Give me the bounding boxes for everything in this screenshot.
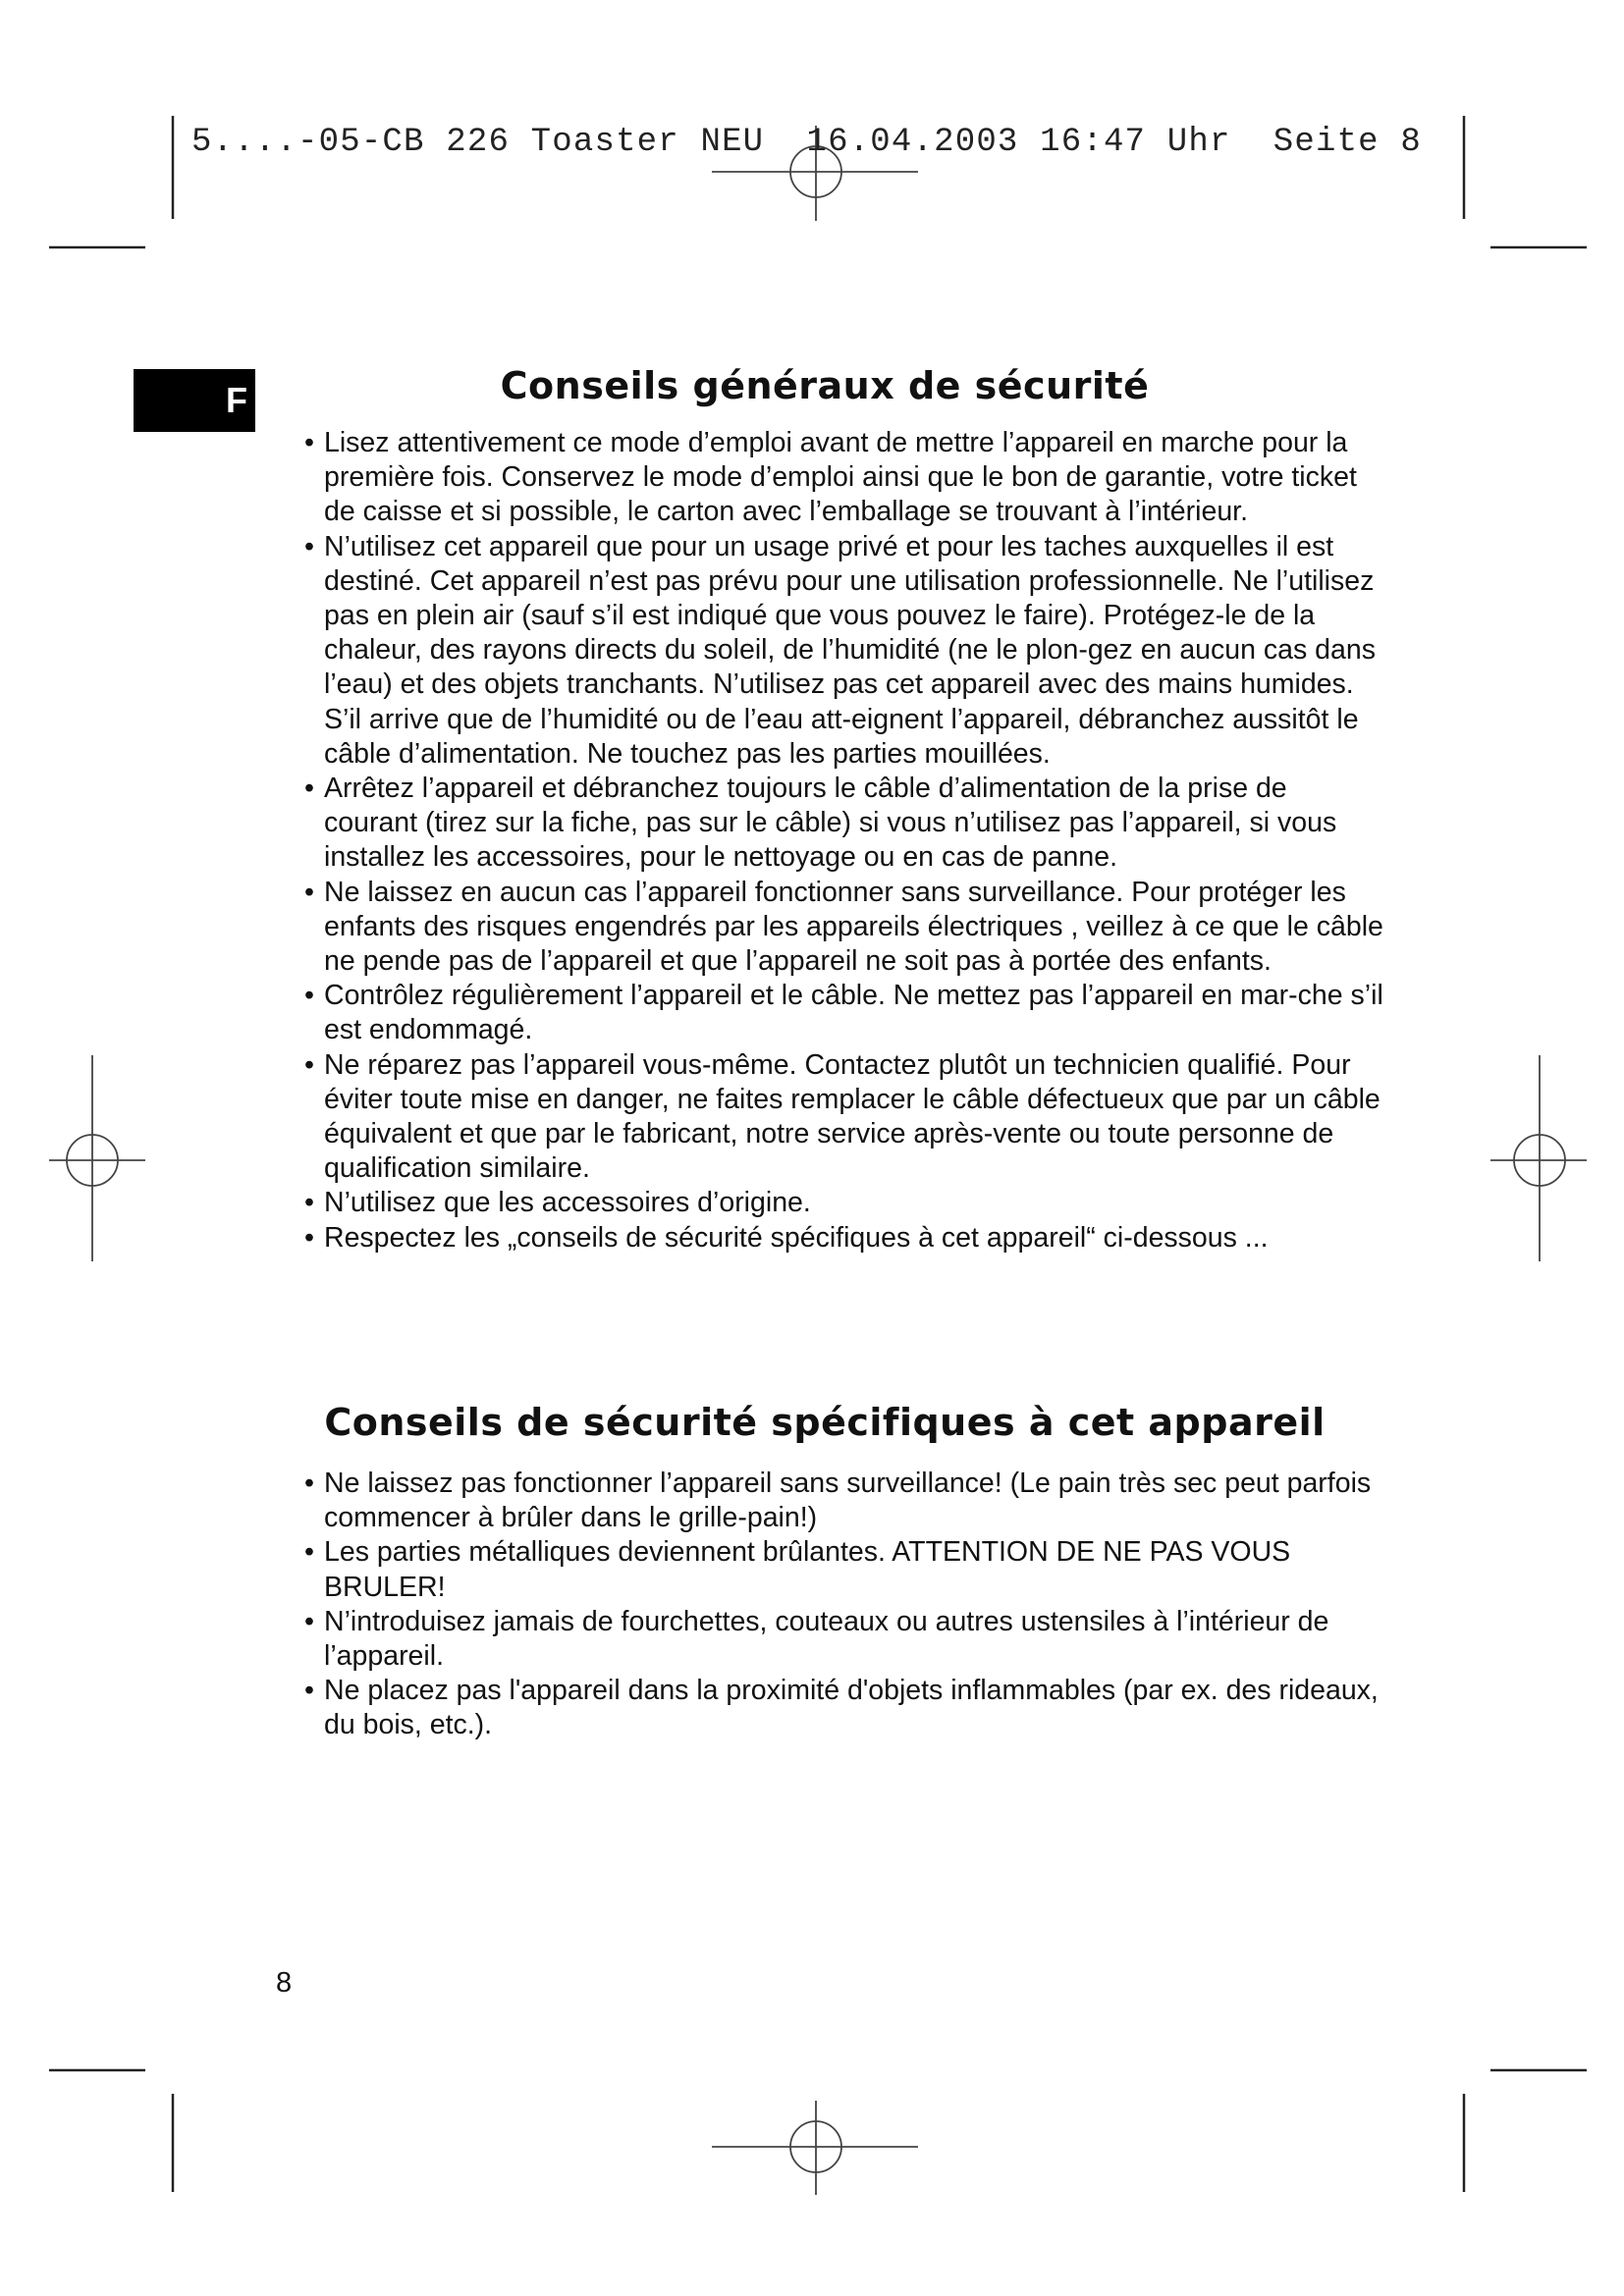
language-tab bbox=[134, 369, 255, 432]
print-slug-line: 5....-05-CB 226 Toaster NEU 16.04.2003 16:47 Uhr Seite 8 bbox=[191, 124, 1422, 161]
list-item: • Ne placez pas l'appareil dans la proximité d'objets inflammables (par ex. des rideaux, du bois, etc.). bbox=[275, 1674, 1384, 1742]
section-heading-general-safety: Conseils généraux de sécurité bbox=[500, 364, 1150, 407]
list-item: • Lisez attentivement ce mode d’emploi avant de mettre l’appareil en marche pour la première fois. Conservez le mode d’emploi ainsi que le bon de garantie, votre ticket de caisse et si possible, le carton avec l’emballage se trouvant à l’intérieur. bbox=[275, 426, 1384, 530]
language-tab-label: F bbox=[226, 380, 247, 420]
list-item: • Les parties métalliques deviennent brûlantes. ATTENTION DE NE PAS VOUS BRULER! bbox=[275, 1535, 1384, 1604]
list-item: • N’utilisez cet appareil que pour un usage privé et pour les taches auxquelles il est destiné. Cet appareil n’est pas prévu pour une utilisation professionnelle. Ne l’utilisez pas en plein air (sauf s’il est indiqué que vous pouvez le faire). Protégez-le de la chaleur, des rayons directs du soleil, de l’humidité (ne le plon-gez en aucun cas dans l’eau) et des objets tranchants. N’utilisez pas cet appareil avec des mains humides. S’il arrive que de l’humidité ou de l’eau att-eignent l’appareil, débranchez aussitôt le câble d’alimentation. Ne touchez pas les parties mouillées. bbox=[275, 530, 1384, 772]
list-item: • Arrêtez l’appareil et débranchez toujours le câble d’alimentation de la prise de courant (tirez sur la fiche, pas sur le câble) si vous n’utilisez pas l’appareil, si vous installez les accessoires, pour le nettoyage ou en cas de panne. bbox=[275, 772, 1384, 876]
list-item: • Ne réparez pas l’appareil vous-même. Contactez plutôt un technicien qualifié. Pour éviter toute mise en danger, ne faites remplacer le câble défectueux que par un câble équivalent et que par le fabricant, notre service après-vente ou toute personne de qualification similaire. bbox=[275, 1048, 1384, 1187]
general-safety-list bbox=[275, 426, 1384, 1255]
registration-target-right bbox=[1490, 1055, 1587, 1261]
registration-target-bottom bbox=[712, 2101, 918, 2195]
list-item: • N’utilisez que les accessoires d’origine. bbox=[275, 1186, 1384, 1220]
section-heading-specific-safety: Conseils de sécurité spécifiques à cet appareil bbox=[324, 1401, 1326, 1444]
list-item: • Respectez les „conseils de sécurité spécifiques à cet appareil“ ci-dessous ... bbox=[275, 1221, 1384, 1255]
list-item: • N’introduisez jamais de fourchettes, couteaux ou autres ustensiles à l’intérieur de l’appareil. bbox=[275, 1605, 1384, 1674]
specific-safety-list bbox=[275, 1467, 1384, 1743]
registration-target-left bbox=[49, 1055, 145, 1261]
page-number: 8 bbox=[276, 1967, 293, 1999]
list-item: • Contrôlez régulièrement l’appareil et le câble. Ne mettez pas l’appareil en mar-che s’il est endommagé. bbox=[275, 979, 1384, 1047]
list-item: • Ne laissez pas fonctionner l’appareil sans surveillance! (Le pain très sec peut parfois commencer à brûler dans le grille-pain!) bbox=[275, 1467, 1384, 1535]
list-item: • Ne laissez en aucun cas l’appareil fonctionner sans surveillance. Pour protéger les enfants des risques engendrés par les appareils électriques , veillez à ce que le câble ne pende pas de l’appareil et que l’appareil ne soit pas à portée des enfants. bbox=[275, 876, 1384, 980]
